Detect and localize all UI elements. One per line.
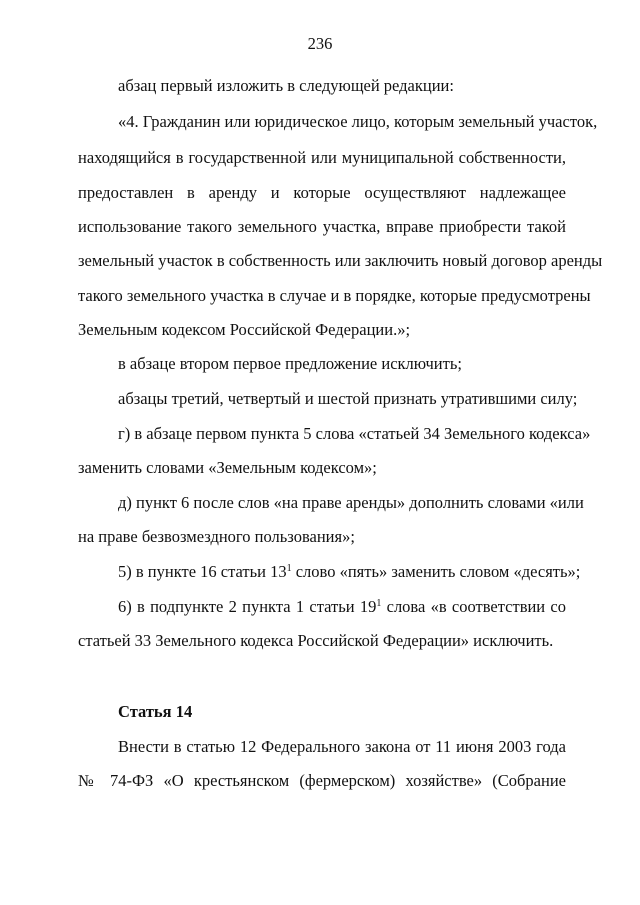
superscript: 1 [286, 563, 292, 574]
text-line: «4. Гражданин или юридическое лицо, которым земельный участок, [118, 112, 598, 131]
text-line [118, 562, 580, 582]
text-line: № 74-ФЗ «О крестьянском (фермерском) хозяйстве» (Собрание [78, 771, 566, 790]
text-line: на праве безвозмездного пользования»; [78, 527, 355, 546]
text-line: абзацы третий, четвертый и шестой признать утратившими силу; [118, 389, 578, 408]
text-line: земельный участок в собственность или заключить новый договор аренды [78, 251, 603, 270]
text-line: использование такого земельного участка, вправе приобрести такой [78, 217, 566, 236]
text-line: предоставлен в аренду и которые осуществляют надлежащее [78, 183, 566, 202]
text-line: такого земельного участка в случае и в порядке, которые предусмотрены [78, 286, 591, 305]
text-line: в абзаце втором первое предложение исключить; [118, 354, 462, 373]
text-line: статьей 33 Земельного кодекса Российской Федерации» исключить. [78, 631, 554, 650]
text-line: Внести в статью 12 Федерального закона от 11 июня 2003 года [118, 737, 566, 756]
text-line: заменить словами «Земельным кодексом»; [78, 458, 377, 477]
text-line: д) пункт 6 после слов «на праве аренды» дополнить словами «или [118, 493, 584, 512]
superscript: 1 [376, 598, 382, 609]
text-segment: слова «в соответствии со [381, 597, 566, 616]
text-line: Земельным кодексом Российской Федерации.»; [78, 320, 411, 339]
text-line [118, 597, 566, 617]
text-segment: слово «пять» заменить словом «десять»; [291, 562, 581, 581]
text-segment: 5) в пункте 16 статьи 13 [118, 562, 287, 581]
text-line: г) в абзаце первом пункта 5 слова «статьей 34 Земельного кодекса» [118, 424, 591, 443]
text-segment: 6) в подпункте 2 пункта 1 статьи 19 [118, 597, 377, 616]
text-line: находящийся в государственной или муниципальной собственности, [78, 148, 566, 167]
article-heading: Статья 14 [118, 702, 193, 721]
page-number: 236 [307, 34, 333, 53]
text-line: абзац первый изложить в следующей редакции: [118, 76, 454, 95]
